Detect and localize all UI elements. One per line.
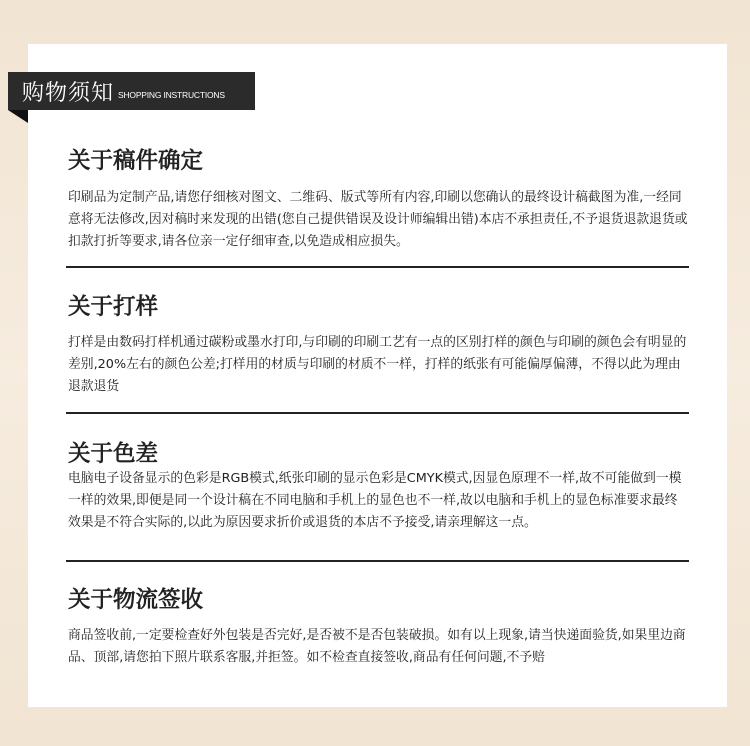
section-color-difference — [68, 436, 690, 534]
banner-fold-decoration — [8, 110, 28, 123]
section-title: 关于稿件确定 — [68, 148, 204, 174]
header-subtitle: SHOPPING INSTRUCTIONS — [118, 90, 225, 100]
section-body: 电脑电子设备显示的色彩是RGB模式,纸张印刷的显示色彩是CMYK模式,因显色原理不一样,故不可能做到一模一样的效果,即便是同一个设计稿在不同电脑和手机上的显色也不一样,故以电脑和手机上的显色标准要求最终效果是不符合实际的,以此为原因要求折价或退货的本店不予接受,请亲理解这一点。 — [68, 471, 682, 530]
divider — [66, 266, 689, 268]
section-body: 商品签收前,一定要检查好外包装是否完好,是否被不是否包装破损。如有以上现象,请当快递面验货,如果里边商品、顶部,请您拍下照片联系客服,并拒签。如不检查直接签收,商品有任何问题,不予赔 — [68, 628, 686, 665]
section-title: 关于色差 — [68, 441, 159, 467]
header-title: 购物须知 — [22, 80, 115, 106]
divider — [66, 560, 689, 562]
section-proofing — [68, 289, 690, 398]
section-logistics — [68, 582, 690, 669]
header-banner — [8, 72, 255, 110]
section-manuscript — [68, 143, 690, 253]
section-body: 打样是由数码打样机通过碳粉或墨水打印,与印刷的印刷工艺有一点的区别打样的颜色与印刷的颜色会有明显的差别,20%左右的颜色公差;打样用的材质与印刷的材质不一样，打样的纸张有可能偏厚偏薄，不得以此为理由退款退货 — [68, 335, 687, 394]
section-title: 关于打样 — [68, 294, 159, 320]
divider — [66, 412, 689, 414]
section-title: 关于物流签收 — [68, 587, 204, 613]
section-body: 印刷品为定制产品,请您仔细核对图文、二维码、版式等所有内容,印刷以您确认的最终设计稿截图为准,一经同意将无法修改,因对稿时来发现的出错(您自己提供错误及设计师编辑出错)本店不承担责任,不予退货退款退货或扣款打折等要求,请各位亲一定仔细审查,以免造成相应损失。 — [68, 190, 688, 249]
